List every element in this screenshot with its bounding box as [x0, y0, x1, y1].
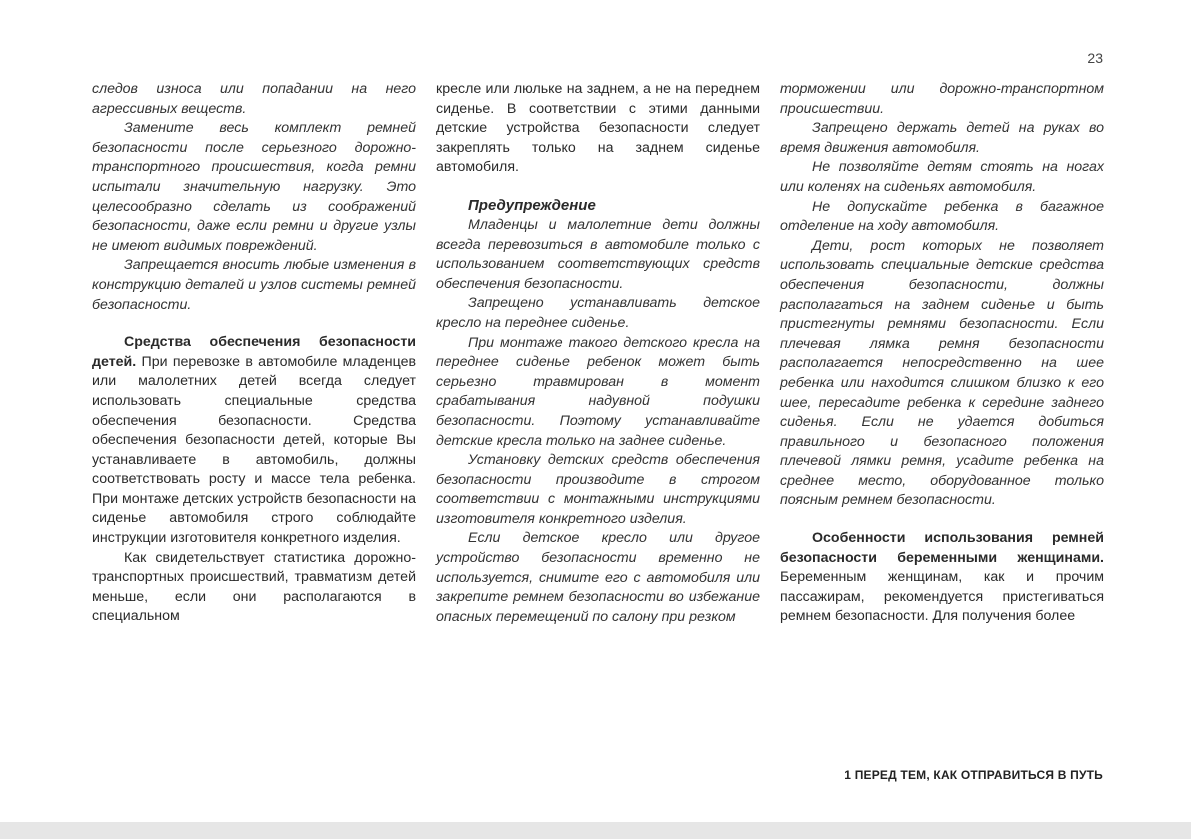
page-number: 23 [1087, 50, 1103, 66]
paragraph: кресле или люльке на заднем, а не на переднем сиденье. В соответствии с этими данными детские устройства безопасности следует закреплять только на заднем сиденье автомобиля. [436, 81, 760, 176]
section-heading: Особенности использования ремней безопасности беременными женщинами. [780, 530, 1104, 566]
chapter-footer: 1 ПЕРЕД ТЕМ, КАК ОТПРАВИТЬСЯ В ПУТЬ [844, 768, 1103, 782]
warning-paragraph: Не позволяйте детям стоять на ногах или коленях на сиденьях автомобиля. [780, 159, 1104, 195]
warning-paragraph: Запрещено устанавливать детское кресло на переднее сиденье. [436, 295, 760, 331]
column-1 [92, 80, 416, 760]
page-bottom-edge [0, 822, 1191, 839]
warning-heading: Предупреждение [468, 196, 596, 214]
paragraph-pregnant-women [780, 529, 1104, 627]
paragraph: Запрещается вносить любые изменения в конструкцию деталей и узлов системы ремней безопасности. [92, 257, 416, 313]
warning-paragraph: При монтаже такого детского кресла на переднее сиденье ребенок может быть серьезно травмирован в момент срабатывания надувной подушки безопасности. Поэтому устанавливайте детские кресла только на заднее сиденье. [436, 334, 760, 449]
warning-paragraph: Установку детских средств обеспечения безопасности производите в строгом соответствии с монтажными инструкциями изготовителя конкретного изделия. [436, 452, 760, 527]
warning-paragraph: Не допускайте ребенка в багажное отделение на ходу автомобиля. [780, 198, 1104, 235]
paragraph: Замените весь комплект ремней безопасности после серьезного дорожно-транспортного происшествия, когда ремни испытали значительную нагрузку. Это целесообразно сделать из соображений безопасности, даже если ремни и другие узлы не имеют видимых повреждений. [92, 120, 416, 254]
paragraph-text: Беременным женщинам, как и прочим пассажирам, рекомендуется пристегиваться ремнем безопасности. Для получения более [780, 569, 1104, 625]
text-columns [92, 80, 1104, 760]
column-3 [780, 80, 1104, 760]
column-2 [436, 80, 760, 760]
warning-paragraph: Запрещено держать детей на руках во время движения автомобиля. [780, 120, 1104, 156]
warning-paragraph: торможении или дорожно-транспортном происшествии. [780, 81, 1104, 117]
paragraph-child-safety [92, 333, 416, 549]
paragraph-text: При перевозке в автомобиле младенцев или малолетних детей всегда следует использовать специальные средства обеспечения безопасности. Средства обеспечения безопасности детей, которые Вы устанавливаете в автомобиль, должны соответствовать росту и массе тела ребенка. При монтаже детских устройств безопасности на сиденье автомобиля строго соблюдайте инструкции изготовителя конкретного изделия. [92, 353, 416, 547]
paragraph: следов износа или попадании на него агрессивных веществ. [92, 81, 416, 117]
warning-paragraph: Если детское кресло или другое устройство безопасности временно не используется, снимите его с автомобиля или закрепите ремнем безопасности во избежание опасных перемещений по салону при резком [436, 530, 760, 625]
paragraph: Как свидетельствует статистика дорожно-транспортных происшествий, травматизм детей меньше, если они располагаются в специальном [92, 549, 416, 625]
warning-paragraph: Младенцы и малолетние дети должны всегда перевозиться в автомобиле только с использованием соответствующих средств обеспечения безопасности. [436, 216, 760, 292]
warning-paragraph: Дети, рост которых не позволяет использовать специальные детские средства обеспечения безопасности, должны располагаться на заднем сиденье и быть пристегнуты ремнями безопасности. Если плечевая лямка ремня безопасности располагается непосредственно на шее ребенка или находится слишком близко к его шее, пересадите ребенка к середине заднего сиденья. Если не удается добиться правильного и безопасного положения плечевой лямки ремня, усадите ребенка на среднее место, оборудованное только поясным ремнем безопасности. [780, 237, 1104, 509]
section-heading: Средства обеспечения безопасности детей. [92, 334, 416, 370]
